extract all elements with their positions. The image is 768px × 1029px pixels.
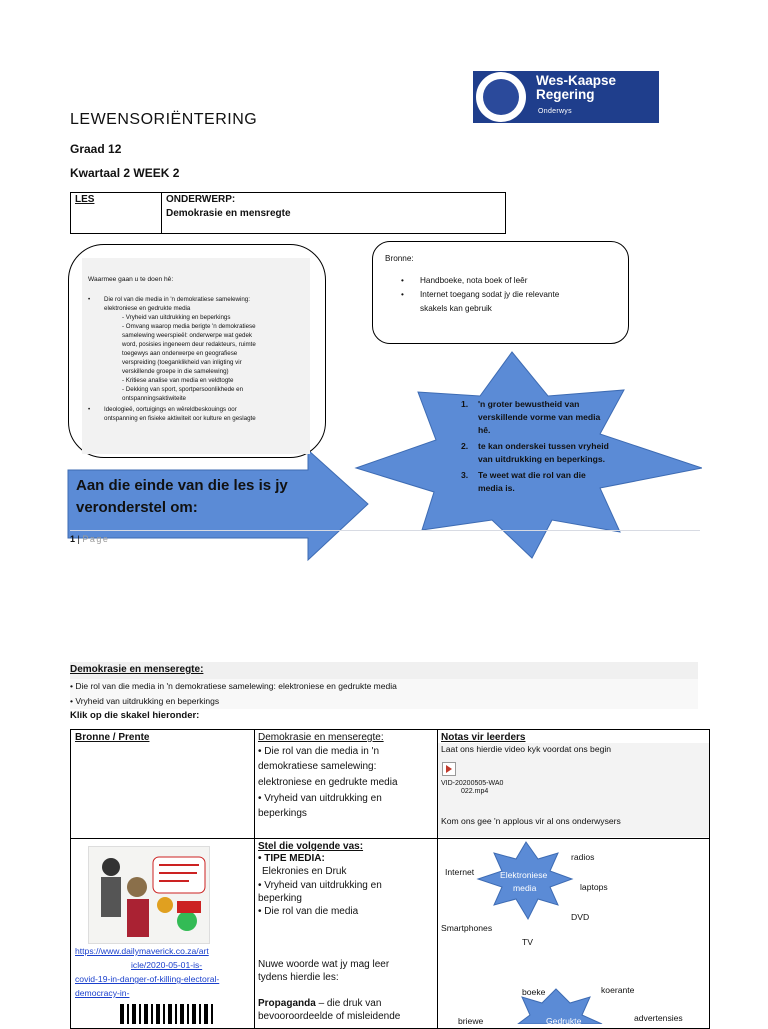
mindmap-koerante: koerante	[601, 985, 635, 995]
sources-item2: Internet toegang sodat jy die relevante	[420, 290, 560, 299]
learning-bullet1: Die rol van die media in 'n demokratiese samelewing:	[104, 296, 250, 303]
table-header-notes: Notas vir leerders	[441, 732, 526, 743]
row2-heading: Stel die volgende vas:	[258, 841, 364, 852]
sources-item2-cont: skakels kan gebruik	[420, 304, 492, 313]
table-col2-line3: elektroniese en gedrukte media	[258, 777, 398, 788]
mindmap-boeke: boeke	[522, 987, 546, 997]
objective-1-line1: 'n groter bewustheid van	[478, 399, 580, 409]
table-col2-line1: • Die rol van die media in 'n	[258, 746, 380, 757]
page2-bullet1: • Die rol van die media in 'n demokratiese samelewing: elektroniese en gedrukte media	[70, 681, 397, 691]
table-col2-line4: • Vryheid van uitdrukking en	[258, 793, 382, 804]
objective-number-3: 3.	[461, 470, 469, 480]
cartoon-illustration	[89, 847, 209, 943]
mindmap-center-media: media	[513, 883, 537, 893]
bullet-icon: •	[88, 406, 91, 413]
row2-role: • Die rol van die media	[258, 906, 359, 917]
page2-bullet2: • Vryheid van uitdrukking en beperkings	[70, 696, 220, 706]
video-file-icon[interactable]	[442, 762, 456, 776]
mindmap-center-print: Gedrukte	[546, 1016, 582, 1026]
table-header-democracy: Demokrasie en menseregte:	[258, 732, 384, 743]
article-link-line4[interactable]: democracy-in-	[75, 988, 130, 998]
cartoon-image	[88, 846, 210, 944]
learning-sub2-l6: verskillende groepe in die samelewing)	[122, 368, 229, 375]
learning-bullet2: Ideologieë, oortuigings en wêreldbeskouings oor	[104, 406, 237, 413]
logo-line3: Onderwys	[538, 108, 572, 115]
objective-1-line2: verskillende vorme van media	[478, 412, 601, 422]
row2-definition	[258, 998, 381, 1010]
objective-2-line1: te kan onderskei tussen vryheid	[478, 441, 609, 451]
table-header-sources: Bronne / Prente	[75, 732, 150, 743]
subject-value: Demokrasie en mensregte	[166, 208, 291, 219]
page-number-value: 1	[70, 534, 76, 544]
learning-sub3: - Kritiese analise van media en veldtogte	[122, 377, 234, 384]
term-propaganda: Propaganda	[258, 998, 316, 1009]
term-label: Kwartaal 2 WEEK 2	[70, 166, 180, 180]
learning-sub2-l5: verspreiding (toeganklikheid van inligting vir	[122, 359, 242, 366]
qr-code[interactable]	[120, 1004, 216, 1024]
sources-title: Bronne:	[385, 254, 414, 263]
objective-3-line2: media is.	[478, 483, 515, 493]
bullet-icon: •	[401, 276, 404, 285]
arrow-text-line1: Aan die einde van die les is jy	[76, 477, 288, 494]
page-number-separator: |	[75, 534, 83, 544]
row2-freedom-cont: beperking	[258, 893, 302, 904]
video-file-name[interactable]: VID-20200505-WA0	[441, 780, 504, 787]
learning-sub2-l4: toegewys aan onderwerpe en geografiese	[122, 350, 238, 357]
row2-media-types-value: Elekronies en Druk	[262, 866, 347, 877]
learning-bullet1-cont: elektroniese en gedrukte media	[104, 305, 191, 312]
notes-applause: Kom ons gee 'n applous vir al ons onderwysers	[441, 816, 621, 826]
mindmap-dvd: DVD	[571, 912, 590, 922]
article-link-line1[interactable]: https://www.dailymaverick.co.za/art	[75, 946, 209, 956]
objective-number-1: 1.	[461, 399, 469, 409]
row2-freedom: • Vryheid van uitdrukking en	[258, 880, 382, 891]
mindmap-tv: TV	[522, 937, 533, 947]
table-col-divider1	[254, 729, 255, 1029]
document-title: LEWENSORIËNTERING	[70, 111, 258, 128]
logo-line2: Regering	[536, 87, 595, 102]
notes-video-intro: Laat ons hierdie video kyk voordat ons begin	[441, 744, 612, 754]
objective-2-line2: van uitdrukking en beperkings.	[478, 454, 606, 464]
crest-shield-icon	[483, 79, 519, 115]
row2-definition-cont: bevooroordeelde of misleidende	[258, 1011, 401, 1022]
grade-label: Graad 12	[70, 142, 122, 156]
bullet-icon: •	[88, 296, 91, 303]
learning-sub2-l3: word, posisies ingeneem deur redakteurs, ruimte	[122, 341, 256, 348]
learning-sub2: - Omvang waarop media berigte 'n demokratiese	[122, 323, 256, 330]
subject-header: ONDERWERP:	[166, 194, 236, 205]
mindmap-briewe: briewe	[458, 1016, 484, 1026]
page2-click-instruction: Klik op die skakel hieronder:	[70, 710, 200, 721]
mindmap-center-electronic: Elektroniese	[500, 870, 548, 880]
row2-new-words: Nuwe woorde wat jy mag leer	[258, 959, 390, 970]
mindmap-radios: radios	[571, 852, 595, 862]
mindmap-advertensies: advertensies	[634, 1013, 683, 1023]
row2-media-types: • TIPE MEDIA:	[258, 853, 325, 864]
page-word: Page	[82, 534, 110, 544]
arrow-text-line2: veronderstel om:	[76, 499, 198, 516]
page2-title: Demokrasie en menseregte:	[70, 664, 204, 675]
table-col2-line2: demokratiese samelewing:	[258, 761, 377, 772]
lesson-table-divider	[161, 192, 162, 234]
page-divider	[70, 530, 700, 531]
objective-3-line1: Te weet wat die rol van die	[478, 470, 586, 480]
page-number	[70, 534, 109, 544]
term-propaganda-def: – die druk van	[315, 998, 382, 1009]
objective-1-line3: hê.	[478, 425, 491, 435]
sources-item1: Handboeke, nota boek of leêr	[420, 276, 528, 285]
learning-sub4-l2: ontspanningsaktiwiteite	[122, 395, 186, 402]
learning-intro: Waarmee gaan u te doen hê:	[88, 276, 174, 283]
learning-sub4: - Dekking van sport, sportpersoonlikhede en	[122, 386, 244, 393]
table-col2-line5: beperkings	[258, 808, 307, 819]
learning-sub2-l2: samelewing weerspieël: onderwerpe wat gedek	[122, 332, 253, 339]
bullet-icon: •	[401, 290, 404, 299]
row2-new-words-cont: tydens hierdie les:	[258, 972, 339, 983]
lesson-label: LES	[75, 194, 95, 205]
mindmap-internet: Internet	[445, 867, 475, 877]
logo-line1: Wes-Kaapse	[536, 73, 617, 88]
article-link-line3[interactable]: covid-19-in-danger-of-killing-electoral-	[75, 974, 220, 984]
video-file-ext[interactable]: 022.mp4	[461, 788, 489, 795]
mindmap-laptops: laptops	[580, 882, 608, 892]
learning-bullet2-cont: ontspanning en fisieke aktiwiteit oor kulture en geslagte	[104, 415, 256, 422]
mindmap-smartphones: Smartphones	[441, 923, 493, 933]
objective-number-2: 2.	[461, 441, 469, 451]
article-link-line2[interactable]: icle/2020-05-01-is-	[131, 960, 203, 970]
learning-sub1: - Vryheid van uitdrukking en beperkings	[122, 314, 231, 321]
